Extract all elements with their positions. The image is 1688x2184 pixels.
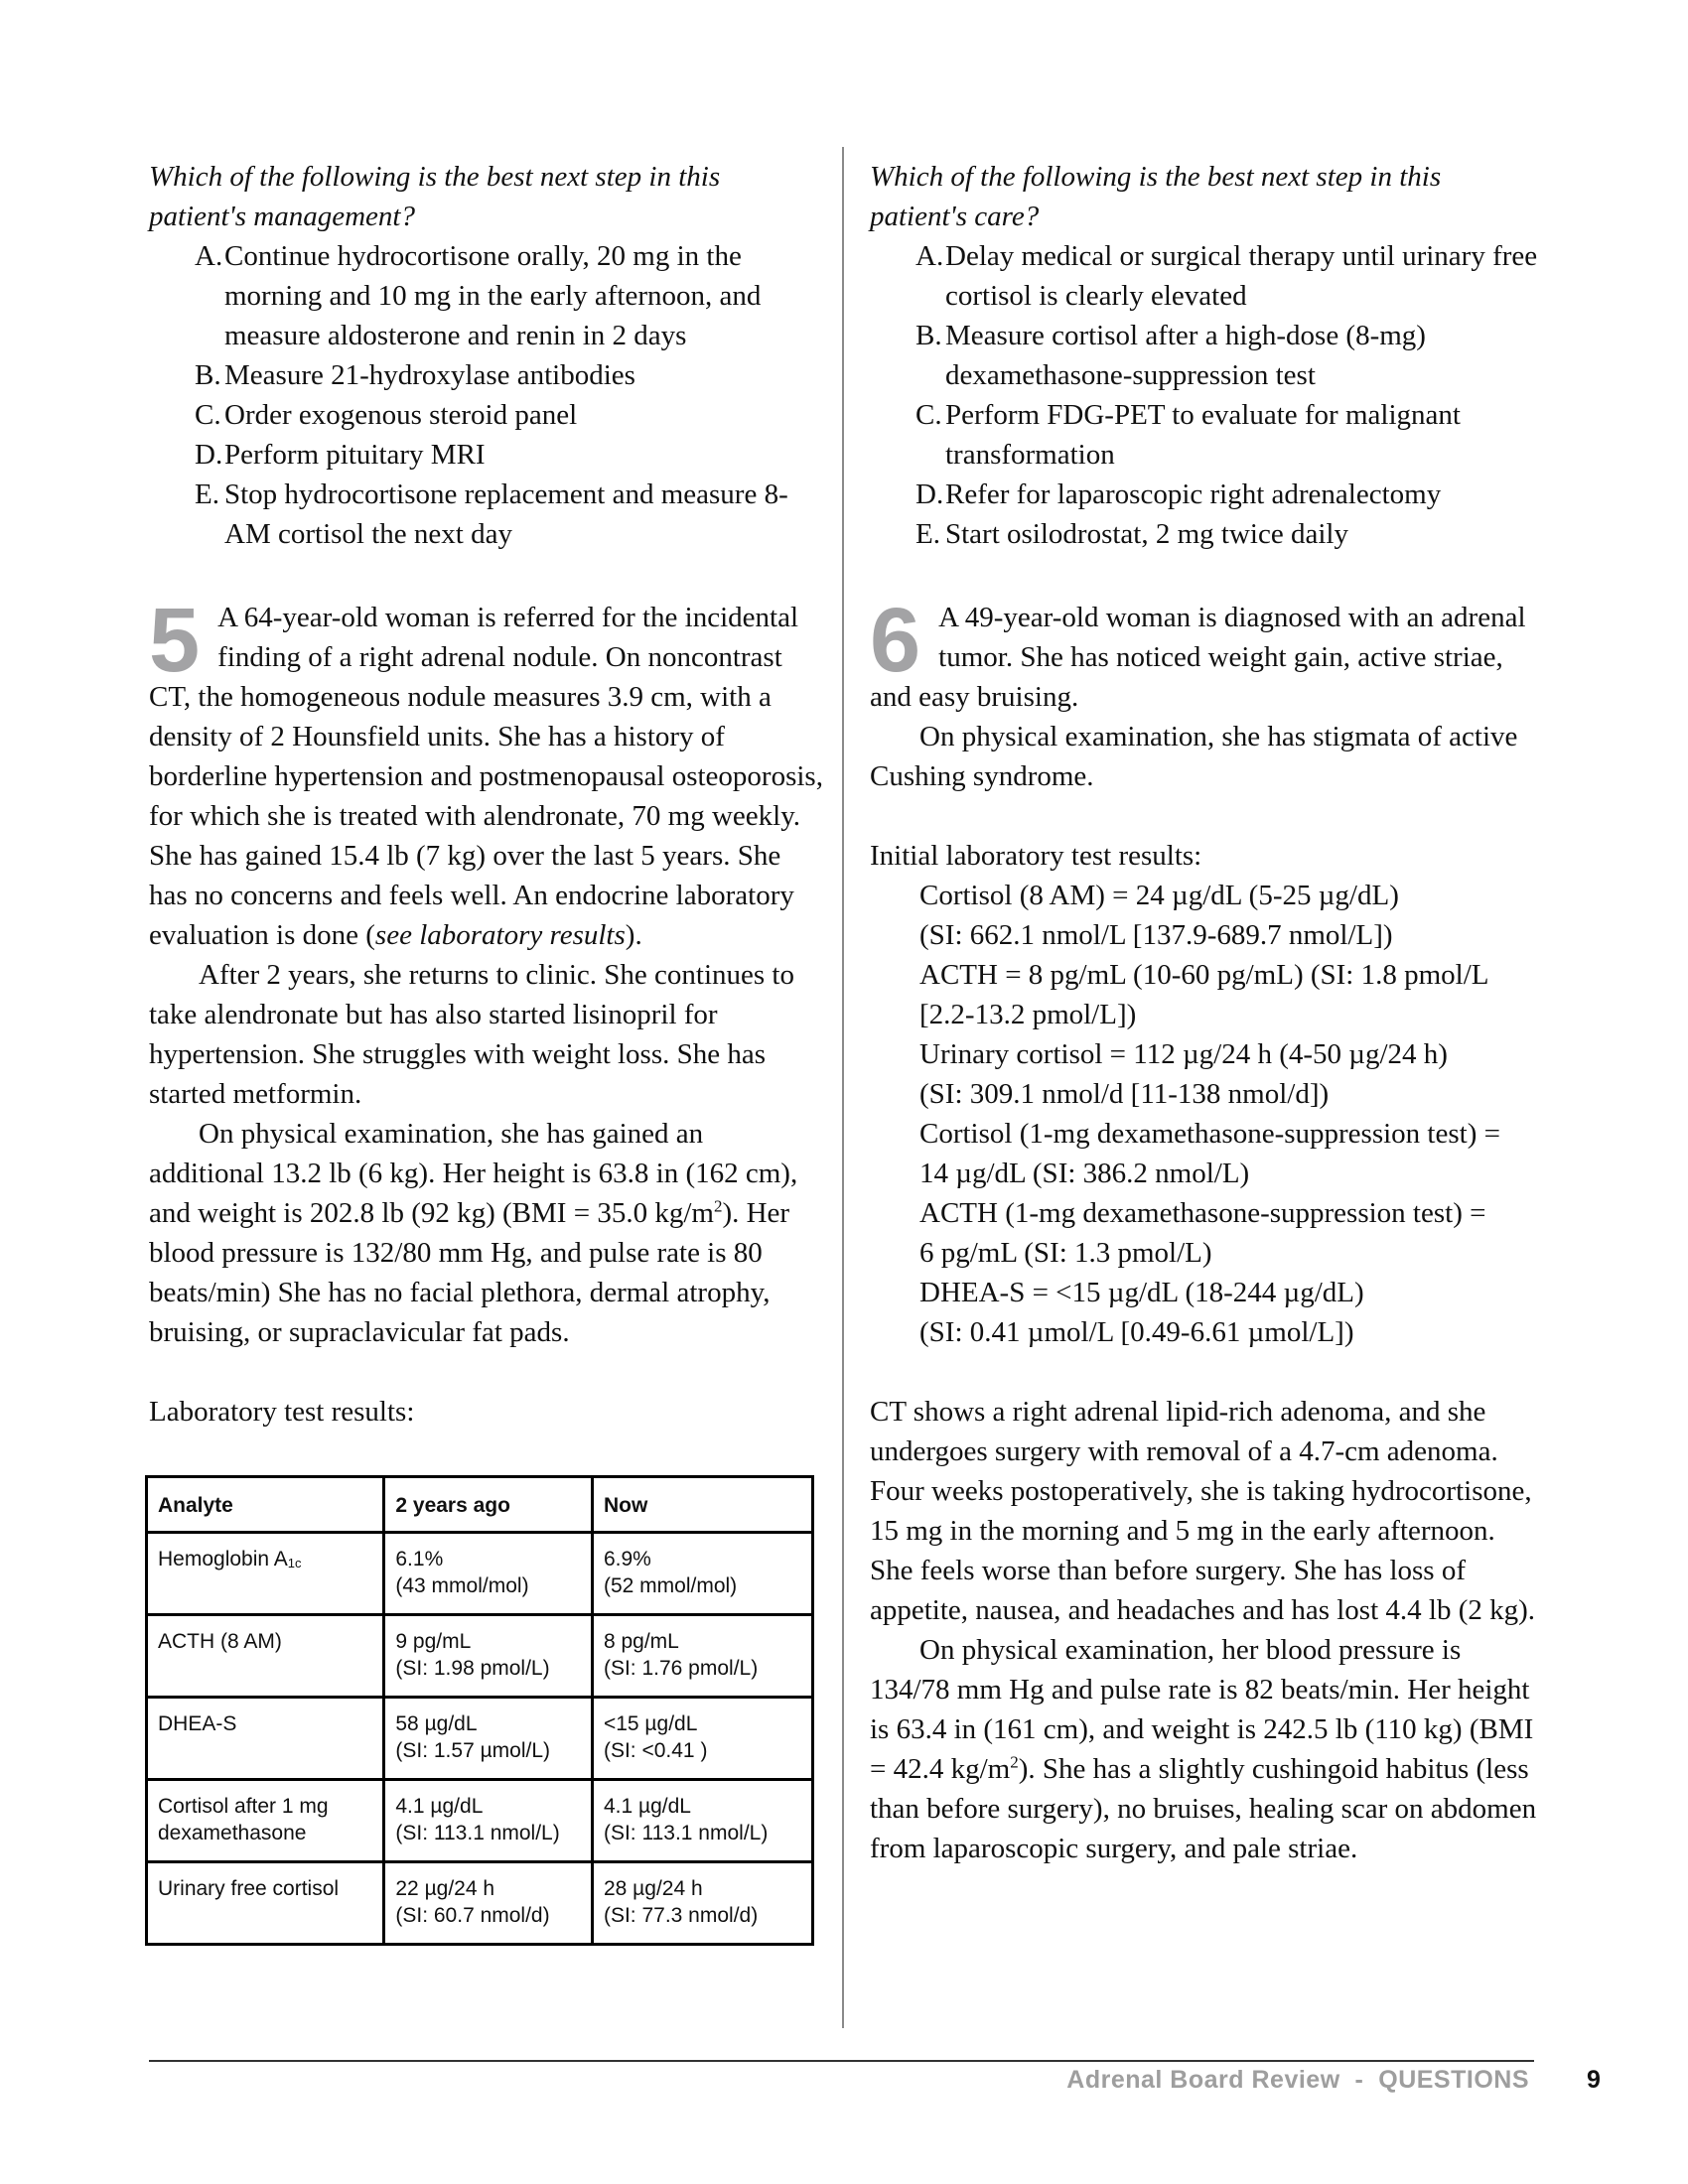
- table-row: [147, 1780, 813, 1862]
- case-paragraph: [870, 1630, 1545, 1868]
- value-cell: 58 µg/dL (SI: 1.57 µmol/L): [384, 1698, 593, 1780]
- option-text: Start osilodrostat, 2 mg twice daily: [945, 518, 1348, 550]
- case-text: ).: [625, 919, 642, 951]
- page-number: 9: [1587, 2066, 1601, 2094]
- option-letter: D.: [915, 478, 944, 510]
- running-footer-title: Adrenal Board Review - QUESTIONS: [1066, 2066, 1529, 2094]
- option-text: Perform FDG-PET to evaluate for malignant transformation: [945, 399, 1461, 471]
- lab-reference: see laboratory results: [374, 919, 626, 951]
- superscript: 2: [1010, 1752, 1019, 1772]
- column-header: Now: [592, 1477, 812, 1533]
- answer-option-b[interactable]: [870, 316, 1545, 395]
- answer-option-c[interactable]: [870, 395, 1545, 475]
- lab-results-list: [870, 876, 1545, 1352]
- option-letter: E.: [195, 478, 219, 510]
- case-paragraph: CT shows a right adrenal lipid-rich adenoma, and she undergoes surgery with removal of a 4.7-cm adenoma. Four weeks postoperatively, she is taking hydrocortisone, 15 mg in the morning and 5 mg in the early afternoon. She feels worse than before surgery. She has loss of appetite, nausea, and headaches and has lost 4.4 lb (2 kg).: [870, 1396, 1536, 1626]
- question-stem: Which of the following is the best next step in this patient's care?: [870, 161, 1442, 232]
- option-letter: A.: [915, 240, 944, 272]
- option-text: Measure 21-hydroxylase antibodies: [224, 359, 635, 391]
- table-header-row: [147, 1477, 813, 1533]
- case-paragraph: [149, 590, 824, 955]
- case-text: On physical examination, her blood pressure is 134/78 mm Hg and pulse rate is 82 beats/min. Her height is 63.4 in (161 cm), and weight is 242.5 lb (110 kg) (BMI = 42.4 kg/m: [870, 1634, 1534, 1785]
- lab-result: Cortisol (8 AM) = 24 µg/dL (5-25 µg/dL) (SI: 662.1 nmol/L [137.9-689.7 nmol/L]): [919, 880, 1399, 951]
- value-cell: 28 µg/24 h (SI: 77.3 nmol/d): [592, 1862, 812, 1945]
- answer-option-d[interactable]: [149, 435, 824, 475]
- answer-option-c[interactable]: [149, 395, 824, 435]
- analyte-cell: Hemoglobin $A_{1c}$: [147, 1533, 384, 1615]
- value-cell: 22 µg/24 h (SI: 60.7 nmol/d): [384, 1862, 593, 1945]
- case-paragraph: On physical examination, she has stigmata of active Cushing syndrome.: [870, 721, 1518, 792]
- case-text: A 64-year-old woman is referred for the incidental finding of a right adrenal nodule. On noncontrast CT, the homogeneous nodule measures 3.9 cm, with a density of 2 Hounsfield units. She has a history of borderline hypertension and postmenopausal osteoporosis, for which she is treated with alendronate, 70 mg weekly. She has gained 15.4 lb (7 kg) over the last 5 years. She has no concerns and feels well. An endocrine laboratory evaluation is done (: [149, 602, 823, 951]
- value-cell: <15 µg/dL (SI: <0.41 ): [592, 1698, 812, 1780]
- case-paragraph: [149, 1114, 824, 1352]
- lab-heading: Initial laboratory test results:: [870, 840, 1202, 872]
- lab-result: DHEA-S = <15 µg/dL (18-244 µg/dL) (SI: 0.41 µmol/L [0.49-6.61 µmol/L]): [919, 1277, 1364, 1348]
- lab-result: ACTH = 8 pg/mL (10-60 pg/mL) (SI: 1.8 pmol/L [2.2-13.2 pmol/L]): [919, 959, 1489, 1030]
- option-letter: C.: [195, 399, 221, 431]
- column-divider: [842, 147, 844, 2028]
- option-text: Measure cortisol after a high-dose (8-mg) dexamethasone-suppression test: [945, 320, 1426, 391]
- lab-heading: Laboratory test results:: [149, 1396, 415, 1428]
- question-5: [149, 590, 824, 1946]
- option-text: Perform pituitary MRI: [224, 439, 486, 471]
- option-letter: D.: [195, 439, 223, 471]
- value-cell: 6.1% (43 mmol/mol): [384, 1533, 593, 1615]
- option-text: Delay medical or surgical therapy until urinary free cortisol is clearly elevated: [945, 240, 1538, 312]
- answer-option-e[interactable]: [870, 514, 1545, 554]
- footer-rule: [149, 2060, 1534, 2062]
- question-number: 5: [149, 590, 201, 691]
- case-text: ). Her blood pressure is 132/80 mm Hg, and pulse rate is 80 beats/min) She has no facial plethora, dermal atrophy, bruising, or supraclavicular fat pads.: [149, 1197, 790, 1348]
- value-cell: 4.1 µg/dL (SI: 113.1 nmol/L): [384, 1780, 593, 1862]
- column-header: 2 years ago: [384, 1477, 593, 1533]
- table-row: [147, 1615, 813, 1698]
- question-stem: Which of the following is the best next step in this patient's management?: [149, 161, 721, 232]
- option-text: Refer for laparoscopic right adrenalectomy: [945, 478, 1442, 510]
- question-6: [870, 590, 1545, 1868]
- value-cell: 9 pg/mL (SI: 1.98 pmol/L): [384, 1615, 593, 1698]
- superscript: 2: [713, 1196, 723, 1216]
- option-text: Stop hydrocortisone replacement and measure 8-AM cortisol the next day: [224, 478, 788, 550]
- lab-result: Urinary cortisol = 112 µg/24 h (4-50 µg/24 h) (SI: 309.1 nmol/d [11-138 nmol/d]): [919, 1038, 1448, 1110]
- question-number: 6: [870, 590, 921, 691]
- option-letter: B.: [915, 320, 942, 351]
- subscript: 1c: [287, 1556, 302, 1570]
- lab-results-table: [145, 1475, 814, 1946]
- table-row: [147, 1533, 813, 1615]
- value-cell: 4.1 µg/dL (SI: 113.1 nmol/L): [592, 1780, 812, 1862]
- case-text: ). She has a slightly cushingoid habitus (less than before surgery), no bruises, healing scar on abdomen from laparoscopic surgery, and pale striae.: [870, 1753, 1537, 1864]
- analyte-cell: ACTH (8 AM): [147, 1615, 384, 1698]
- left-column: [149, 157, 824, 1946]
- analyte-cell: Urinary free cortisol: [147, 1862, 384, 1945]
- answer-options: [149, 236, 824, 554]
- right-column: [870, 157, 1545, 1868]
- option-text: Order exogenous steroid panel: [224, 399, 578, 431]
- answer-option-d[interactable]: [870, 475, 1545, 514]
- answer-option-e[interactable]: [149, 475, 824, 554]
- answer-option-a[interactable]: [870, 236, 1545, 316]
- table-row: [147, 1698, 813, 1780]
- lab-result: ACTH (1-mg dexamethasone-suppression test) = 6 pg/mL (SI: 1.3 pmol/L): [919, 1197, 1486, 1269]
- value-cell: 6.9% (52 mmol/mol): [592, 1533, 812, 1615]
- option-text: Continue hydrocortisone orally, 20 mg in the morning and 10 mg in the early afternoon, and measure aldosterone and renin in 2 days: [224, 240, 762, 351]
- column-header: Analyte: [147, 1477, 384, 1533]
- case-paragraph: A 49-year-old woman is diagnosed with an adrenal tumor. She has noticed weight gain, active striae, and easy bruising.: [870, 602, 1526, 713]
- option-letter: E.: [915, 518, 940, 550]
- value-cell: 8 pg/mL (SI: 1.76 pmol/L): [592, 1615, 812, 1698]
- answer-option-b[interactable]: [149, 355, 824, 395]
- answer-options: [870, 236, 1545, 554]
- lab-result: Cortisol (1-mg dexamethasone-suppression test) = 14 µg/dL (SI: 386.2 nmol/L): [919, 1118, 1500, 1189]
- case-text: On physical examination, she has gained an additional 13.2 lb (6 kg). Her height is 63.8 in (162 cm), and weight is 202.8 lb (92 kg) (BMI = 35.0 kg/m: [149, 1118, 798, 1229]
- analyte-cell: DHEA-S: [147, 1698, 384, 1780]
- option-letter: C.: [915, 399, 942, 431]
- option-letter: B.: [195, 359, 221, 391]
- case-paragraph: After 2 years, she returns to clinic. She continues to take alendronate but has also started lisinopril for hypertension. She struggles with weight loss. She has started metformin.: [149, 959, 794, 1110]
- table-row: [147, 1862, 813, 1945]
- analyte-cell: Cortisol after 1 mg dexamethasone: [147, 1780, 384, 1862]
- option-letter: A.: [195, 240, 223, 272]
- answer-option-a[interactable]: [149, 236, 824, 355]
